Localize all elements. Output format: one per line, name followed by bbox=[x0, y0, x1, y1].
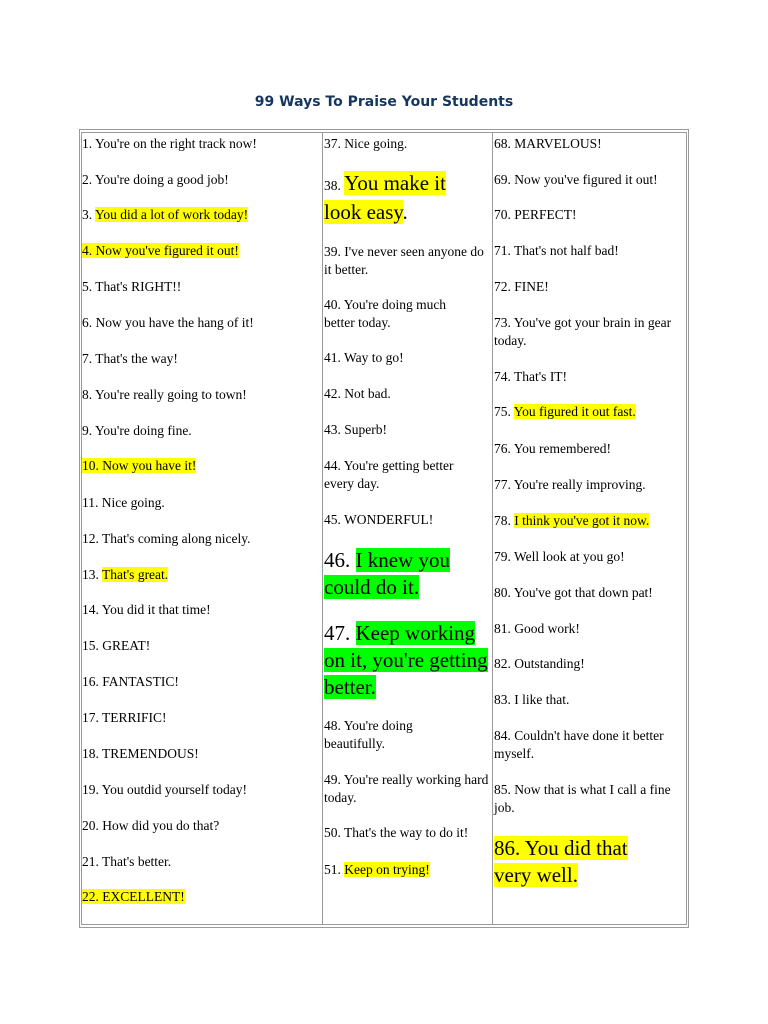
praise-item bbox=[494, 655, 685, 673]
item-number: 21. bbox=[82, 854, 99, 869]
praise-item bbox=[494, 440, 685, 458]
item-number: 19. bbox=[82, 782, 99, 797]
item-number: 45. bbox=[324, 512, 341, 527]
item-number: 18. bbox=[82, 746, 99, 761]
item-text: Well look at you go! bbox=[514, 549, 625, 564]
item-number: 12. bbox=[82, 531, 99, 546]
item-number: 48. bbox=[324, 718, 341, 733]
item-text: That's IT! bbox=[514, 369, 568, 384]
item-text: Now you've figured it out! bbox=[514, 172, 658, 187]
praise-item bbox=[82, 709, 320, 727]
item-text: FINE! bbox=[514, 279, 549, 294]
praise-item bbox=[324, 620, 490, 701]
praise-item bbox=[324, 771, 489, 807]
praise-item bbox=[82, 171, 320, 189]
item-text-highlighted: I knew you could do it. bbox=[324, 548, 450, 599]
item-number: 75. bbox=[494, 404, 511, 419]
item-number: 40. bbox=[324, 297, 341, 312]
praise-item bbox=[82, 673, 320, 691]
item-text: You've got that down pat! bbox=[513, 585, 653, 600]
praise-item bbox=[324, 511, 491, 529]
praise-item bbox=[324, 243, 489, 279]
item-text-highlighted: You did a lot of work today! bbox=[95, 207, 249, 222]
item-number: 7. bbox=[82, 351, 93, 366]
item-text: Good work! bbox=[514, 621, 580, 636]
item-number: 41. bbox=[324, 350, 341, 365]
praise-item bbox=[82, 781, 320, 799]
item-number: 16. bbox=[82, 674, 99, 689]
item-number: 68. bbox=[494, 136, 511, 151]
praise-item bbox=[494, 548, 685, 566]
item-number: 43. bbox=[324, 422, 341, 437]
item-number: 80. bbox=[494, 585, 511, 600]
item-text: Now you have the hang of it! bbox=[95, 315, 254, 330]
item-text-highlighted: You make it look easy bbox=[324, 171, 446, 224]
page-title: 99 Ways To Praise Your Students bbox=[254, 94, 514, 110]
item-text: FANTASTIC! bbox=[102, 674, 179, 689]
praise-item bbox=[494, 512, 685, 530]
item-text: How did you do that? bbox=[102, 818, 220, 833]
praise-item bbox=[82, 817, 320, 835]
item-number: 10. bbox=[82, 458, 99, 473]
item-number: 14. bbox=[82, 602, 99, 617]
praise-item bbox=[494, 691, 685, 709]
praise-item bbox=[82, 135, 320, 153]
praise-item bbox=[324, 457, 479, 493]
item-text: You're doing beautifully. bbox=[324, 718, 413, 751]
praise-item bbox=[494, 835, 654, 889]
item-number: 49. bbox=[324, 772, 341, 787]
item-number: 3. bbox=[82, 207, 93, 222]
item-number: 46. bbox=[324, 548, 351, 572]
item-text: Nice going. bbox=[101, 495, 165, 510]
item-text: That's the way! bbox=[95, 351, 178, 366]
item-number: 83. bbox=[494, 692, 511, 707]
item-text: Couldn't have done it better myself. bbox=[494, 728, 664, 761]
praise-item bbox=[494, 242, 685, 260]
item-text-highlighted: That's great. bbox=[102, 567, 169, 582]
praise-item bbox=[494, 135, 685, 153]
praise-item bbox=[82, 494, 320, 512]
item-text: Nice going. bbox=[344, 136, 408, 151]
item-text: That's better. bbox=[102, 854, 172, 869]
item-text: WONDERFUL! bbox=[344, 512, 434, 527]
item-text: Not bad. bbox=[344, 386, 391, 401]
praise-item bbox=[82, 601, 320, 619]
item-text: Superb! bbox=[344, 422, 387, 437]
item-text: You outdid yourself today! bbox=[101, 782, 248, 797]
item-number: 82. bbox=[494, 656, 511, 671]
item-text: Outstanding! bbox=[514, 656, 585, 671]
item-number: 13. bbox=[82, 567, 99, 582]
praise-item bbox=[324, 717, 444, 753]
praise-item bbox=[324, 385, 491, 403]
item-number: 84. bbox=[494, 728, 511, 743]
item-text: Now that is what I call a fine job. bbox=[494, 782, 671, 815]
praise-item bbox=[494, 584, 685, 602]
praise-item bbox=[82, 888, 320, 906]
item-number: 9. bbox=[82, 423, 93, 438]
item-text-highlighted: I think you've got it now. bbox=[514, 513, 650, 528]
praise-item bbox=[82, 314, 320, 332]
praise-item bbox=[494, 476, 685, 494]
item-number: 17. bbox=[82, 710, 99, 725]
praise-item bbox=[494, 314, 672, 350]
item-number: 86. bbox=[494, 836, 521, 860]
item-text: You did it that time! bbox=[101, 602, 211, 617]
item-number: 6. bbox=[82, 315, 93, 330]
praise-item bbox=[82, 206, 320, 224]
item-number: 5. bbox=[82, 279, 93, 294]
item-text: You're really going to town! bbox=[95, 387, 247, 402]
item-number: 51. bbox=[324, 862, 341, 877]
praise-item bbox=[82, 745, 320, 763]
item-number: 76. bbox=[494, 441, 511, 456]
praise-item bbox=[82, 350, 320, 368]
item-text: TREMENDOUS! bbox=[102, 746, 199, 761]
praise-item bbox=[82, 457, 320, 475]
item-text: You're getting better every day. bbox=[324, 458, 454, 491]
praise-item bbox=[324, 861, 491, 879]
item-number: 74. bbox=[494, 369, 511, 384]
praise-item bbox=[82, 242, 320, 260]
praise-item bbox=[82, 853, 320, 871]
item-number: 73. bbox=[494, 315, 511, 330]
praise-item: 38. You make it look easy. bbox=[324, 171, 446, 224]
praise-item bbox=[82, 422, 320, 440]
item-number: 8. bbox=[82, 387, 93, 402]
praise-item bbox=[494, 171, 685, 189]
praise-item bbox=[494, 620, 685, 638]
praise-item bbox=[82, 278, 320, 296]
praise-item bbox=[82, 566, 320, 584]
praise-item bbox=[494, 368, 685, 386]
item-text-highlighted: Keep working on it, you're getting better. bbox=[324, 621, 488, 699]
item-number: 44. bbox=[324, 458, 341, 473]
praise-item bbox=[324, 349, 491, 367]
item-text-highlighted: You figured it out fast. bbox=[513, 404, 636, 419]
praise-item bbox=[82, 530, 320, 548]
item-number: 77. bbox=[494, 477, 511, 492]
item-number: 47. bbox=[324, 621, 351, 645]
item-text: You're doing much better today. bbox=[324, 297, 447, 330]
item-number: 50. bbox=[324, 825, 341, 840]
item-text: I like that. bbox=[514, 692, 570, 707]
item-text-highlighted: Now you've figured it out! bbox=[95, 243, 239, 258]
item-text: MARVELOUS! bbox=[514, 136, 602, 151]
item-text: GREAT! bbox=[102, 638, 151, 653]
item-number: 15. bbox=[82, 638, 99, 653]
item-number: 78. bbox=[494, 513, 511, 528]
praise-item bbox=[82, 637, 320, 655]
praise-item bbox=[324, 547, 474, 601]
item-number: 85. bbox=[494, 782, 511, 797]
item-number: 38. bbox=[324, 178, 341, 193]
praise-item bbox=[82, 386, 320, 404]
item-text: PERFECT! bbox=[514, 207, 577, 222]
item-number: 20. bbox=[82, 818, 99, 833]
item-text: You've got your brain in gear today. bbox=[494, 315, 672, 348]
item-number: 11. bbox=[82, 495, 99, 510]
item-number: 81. bbox=[494, 621, 511, 636]
item-number: 69. bbox=[494, 172, 511, 187]
praise-item bbox=[494, 727, 685, 763]
item-text: That's coming along nicely. bbox=[102, 531, 251, 546]
item-text: You're really working hard today. bbox=[324, 772, 489, 805]
item-number: 71. bbox=[494, 243, 511, 258]
item-text: You're on the right track now! bbox=[95, 136, 257, 151]
item-text: You're really improving. bbox=[513, 477, 646, 492]
item-text: Way to go! bbox=[344, 350, 404, 365]
item-text-highlighted: EXCELLENT! bbox=[102, 889, 185, 904]
item-text-highlighted: Keep on trying! bbox=[344, 862, 430, 877]
item-text: That's not half bad! bbox=[514, 243, 619, 258]
item-text: That's RIGHT!! bbox=[95, 279, 182, 294]
praise-item bbox=[494, 781, 674, 817]
praise-item bbox=[324, 296, 474, 332]
item-text-highlighted: You did that very well. bbox=[494, 836, 628, 887]
praise-item bbox=[494, 206, 685, 224]
praise-item bbox=[494, 278, 685, 296]
praise-item bbox=[324, 824, 491, 842]
item-text: I've never seen anyone do it better. bbox=[324, 244, 484, 277]
item-number: 70. bbox=[494, 207, 511, 222]
item-text: TERRIFIC! bbox=[102, 710, 167, 725]
item-number: 42. bbox=[324, 386, 341, 401]
item-text: That's the way to do it! bbox=[344, 825, 469, 840]
item-number: 39. bbox=[324, 244, 341, 259]
item-number: 22. bbox=[82, 889, 99, 904]
praise-item bbox=[324, 135, 491, 153]
praise-item bbox=[494, 403, 685, 421]
item-number: 37. bbox=[324, 136, 341, 151]
praise-item bbox=[324, 421, 491, 439]
item-number: 72. bbox=[494, 279, 511, 294]
item-number: 79. bbox=[494, 549, 511, 564]
item-text: You're doing a good job! bbox=[95, 172, 229, 187]
item-number: 2. bbox=[82, 172, 93, 187]
item-number: 4. bbox=[82, 243, 93, 258]
item-text-highlighted: Now you have it! bbox=[102, 458, 197, 473]
item-number: 1. bbox=[82, 136, 93, 151]
item-text: You remembered! bbox=[513, 441, 611, 456]
item-text: You're doing fine. bbox=[95, 423, 192, 438]
